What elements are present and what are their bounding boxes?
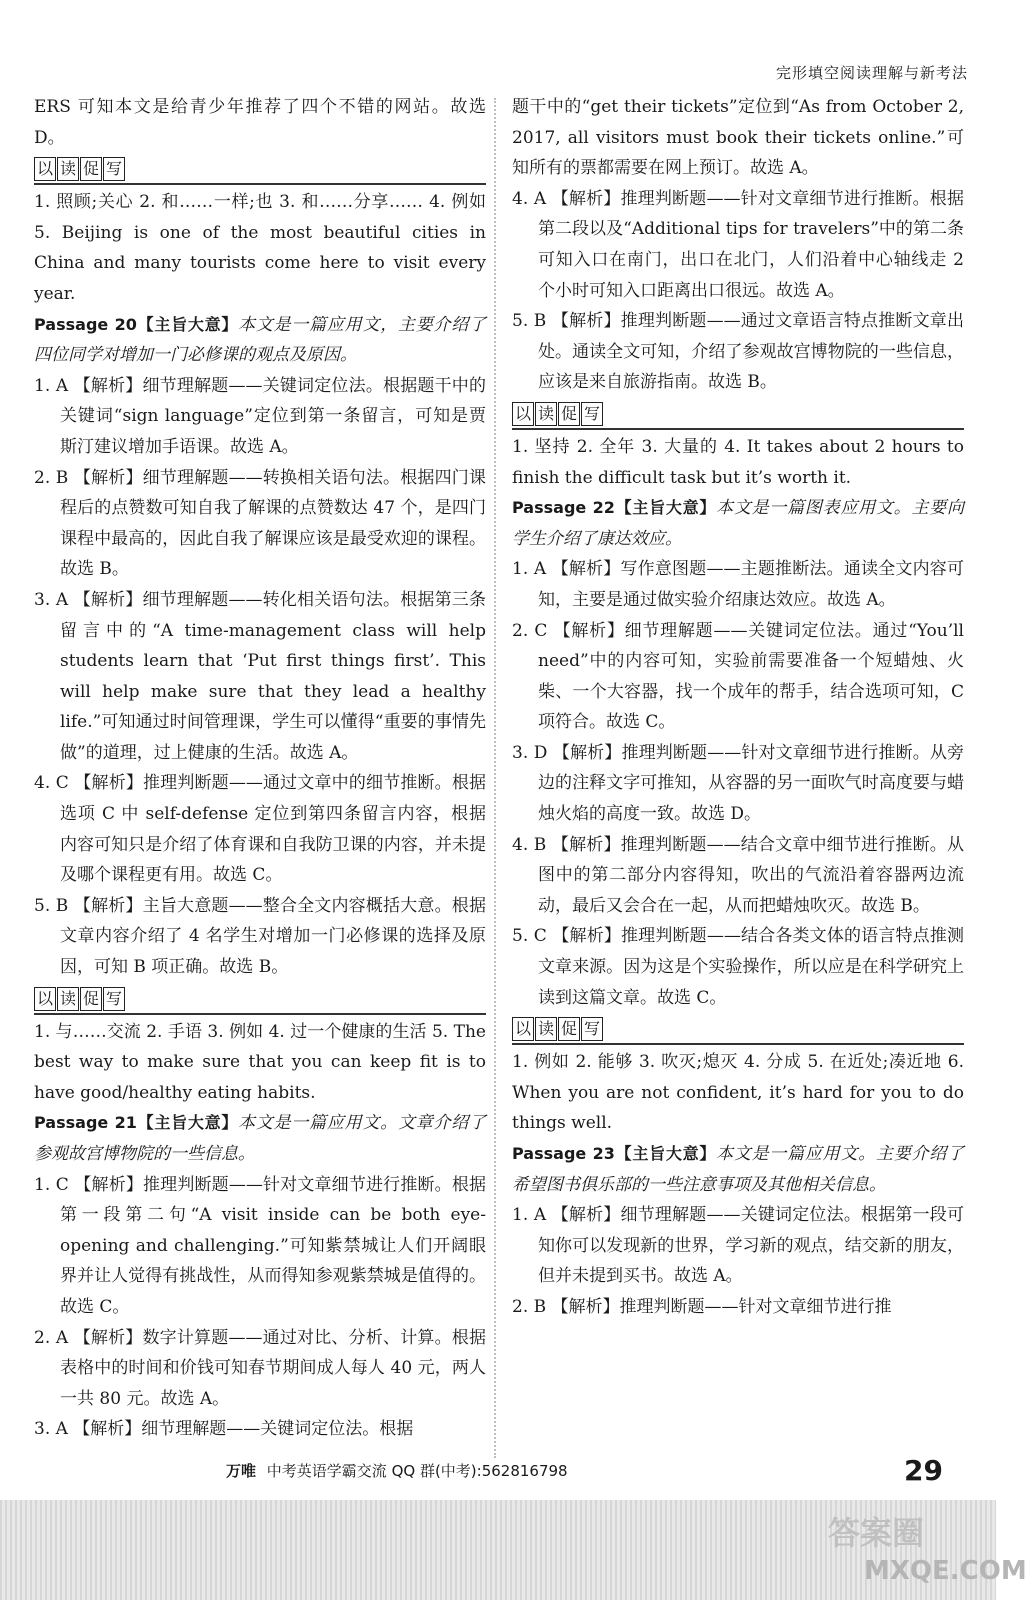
section-char: 读 (57, 987, 79, 1011)
answer-item: 4. A 【解析】推理判断题——针对文章细节进行推断。根据第二段以及“Additional tips for travelers”中的第二条可知入口在南门，出口在北门，人们沿着中心轴线走 2 个小时可知入口距离出口很远。故选 A。 (512, 188, 964, 301)
footer-brand: 万唯 (226, 1462, 257, 1480)
passage-topic: 本文是一篇应用文。主要介绍了希望图书俱乐部的一些注意事项及其他相关信息。 (512, 1144, 964, 1195)
section-header (34, 985, 486, 1015)
answer-item: 5. C 【解析】推理判断题——结合各类文体的语言特点推测文章来源。因为这是个实验操作，所以应是在科学研究上读到这篇文章。故选 C。 (512, 926, 964, 1008)
section-char: 以 (512, 1017, 534, 1041)
answer-text: 1. 与……交流 2. 手语 3. 例如 4. 过一个健康的生活 5. The best way to make sure that you can keep fit is to have good/healthy eating habits. (34, 1021, 486, 1103)
section-char: 以 (34, 987, 56, 1011)
answer-text: 1. 坚持 2. 全年 3. 大量的 4. It takes about 2 hours to finish the difficult task but it’s worth it. (512, 436, 964, 488)
section-header (512, 400, 964, 430)
section-char: 以 (34, 157, 56, 181)
section-header (512, 1015, 964, 1045)
passage-heading: Passage 23【主旨大意】 (512, 1144, 717, 1163)
answer-item: 4. C 【解析】推理判断题——通过文章中的细节推断。根据选项 C 中 self-defense 定位到第四条留言内容，根据内容可知只是介绍了体育课和自我防卫课的内容，并未提及哪个课程更有用。故选 C。 (34, 773, 486, 886)
section-char: 读 (535, 1017, 557, 1041)
passage-summary (34, 310, 486, 371)
answer-item: 5. B 【解析】推理判断题——通过文章语言特点推断文章出处。通读全文可知，介绍了参观故宫博物院的一些信息，应该是来自旅游指南。故选 B。 (512, 311, 964, 393)
section-char: 促 (558, 402, 580, 426)
passage-heading: Passage 21【主旨大意】 (34, 1113, 239, 1133)
answer-item: 3. A 【解析】细节理解题——转化相关语句法。根据第三条留言中的“A time-management class will help students learn that ‘Put first things first’. This will help make sure that they lead a healthy life.”可知通过时间管理课，学生可以懂得“重要的事情先做”的道理，过上健康的生活。故选 A。 (34, 589, 486, 763)
watermark-url: MXQE.COM (864, 1556, 1027, 1586)
answer-text: 1. 例如 2. 能够 3. 吹灭;熄灭 4. 分成 5. 在近处;凑近地 6. When you are not confident, it’s hard for you to do things well. (512, 1052, 964, 1134)
answer-text: 1. 照顾;关心 2. 和……一样;也 3. 和……分享…… 4. 例如 5. Beijing is one of the most beautiful cities in China and many tourists come here to visit every year. (34, 192, 486, 304)
left-column (34, 92, 486, 1445)
answer-text: 题干中的“get their tickets”定位到“As from October 2, 2017, all visitors must book their tickets online.”可知所有的票都需要在网上预订。故选 A。 (512, 97, 964, 179)
answer-item: 3. A 【解析】细节理解题——关键词定位法。根据 (34, 1419, 414, 1440)
answer-item: 4. B 【解析】推理判断题——结合文章中细节进行推断。从图中的第二部分内容得知，吹出的气流沿着容器两边流动，最后又会合在一起，从而把蜡烛吹灭。故选 B。 (512, 834, 964, 916)
section-header (34, 155, 486, 185)
footer-text: 中考英语学霸交流 QQ 群(中考):562816798 (266, 1462, 568, 1480)
section-char: 写 (581, 1017, 603, 1041)
answer-text: ERS 可知本文是给青少年推荐了四个不错的网站。故选 D。 (34, 97, 486, 148)
watermark-logo: 答案圈 (828, 1514, 925, 1552)
answer-item: 1. A 【解析】细节理解题——关键词定位法。根据题干中的关键词“sign language”定位到第一条留言，可知是贾斯汀建议增加手语课。故选 A。 (34, 375, 486, 457)
passage-summary (34, 1108, 486, 1169)
footer (226, 1460, 568, 1481)
passage-topic: 本文是一篇应用文，主要介绍了四位同学对增加一门必修课的观点及原因。 (34, 314, 486, 366)
answer-item: 1. A 【解析】写作意图题——主题推断法。通读全文内容可知，主要是通过做实验介绍康达效应。故选 A。 (512, 559, 964, 610)
right-column (512, 92, 964, 1323)
answer-item: 1. A 【解析】细节理解题——关键词定位法。根据第一段可知你可以发现新的世界，学习新的观点，结交新的朋友，但并未提到买书。故选 A。 (512, 1205, 964, 1287)
section-char: 写 (581, 402, 603, 426)
answer-item: 2. A 【解析】数字计算题——通过对比、分析、计算。根据表格中的时间和价钱可知春节期间成人每人 40 元，两人一共 80 元。故选 A。 (34, 1327, 486, 1409)
section-char: 促 (80, 157, 102, 181)
answer-item: 2. B 【解析】细节理解题——转换相关语句法。根据四门课程后的点赞数可知自我了解课的点赞数达 47 个，是四门课程中最高的，因此自我了解课应该是最受欢迎的课程。故选 B。 (34, 467, 486, 580)
passage-heading: Passage 20【主旨大意】 (34, 314, 239, 334)
passage-topic: 本文是一篇图表应用文。主要向学生介绍了康达效应。 (512, 498, 964, 549)
section-char: 以 (512, 402, 534, 426)
section-char: 写 (103, 987, 125, 1011)
column-divider (494, 98, 496, 1458)
section-char: 读 (535, 402, 557, 426)
passage-topic: 本文是一篇应用文。文章介绍了参观故宫博物院的一些信息。 (34, 1113, 486, 1164)
passage-heading: Passage 22【主旨大意】 (512, 498, 717, 518)
passage-summary (512, 1139, 964, 1200)
answer-item: 1. C 【解析】推理判断题——针对文章细节进行推断。根据第一段第二句“A visit inside can be both eye-opening and challenging.”可知紫禁城让人们开阔眼界并让人觉得有挑战性，从而得知参观紫禁城是值得的。故选 C。 (34, 1174, 486, 1317)
answer-item: 2. C 【解析】细节理解题——关键词定位法。通过“You’ll need”中的内容可知，实验前需要准备一个短蜡烛、火柴、一个大容器，找一个成年的帮手，结合选项可知，C 项符合。故选 C。 (512, 620, 964, 733)
answer-item: 2. B 【解析】推理判断题——针对文章细节进行推 (512, 1296, 892, 1317)
answer-item: 3. D 【解析】推理判断题——针对文章细节进行推断。从旁边的注释文字可推知，从容器的另一面吹气时高度要与蜡烛火焰的高度一致。故选 D。 (512, 742, 964, 825)
section-char: 促 (558, 1017, 580, 1041)
section-char: 促 (80, 987, 102, 1011)
passage-summary (512, 493, 964, 554)
page-header: 完形填空阅读理解与新考法 (775, 64, 968, 82)
answer-item: 5. B 【解析】主旨大意题——整合全文内容概括大意。根据文章内容介绍了 4 名学生对增加一门必修课的选择及原因，可知 B 项正确。故选 B。 (34, 895, 486, 978)
section-char: 读 (57, 157, 79, 181)
page-number: 29 (904, 1454, 943, 1487)
section-char: 写 (103, 157, 125, 181)
